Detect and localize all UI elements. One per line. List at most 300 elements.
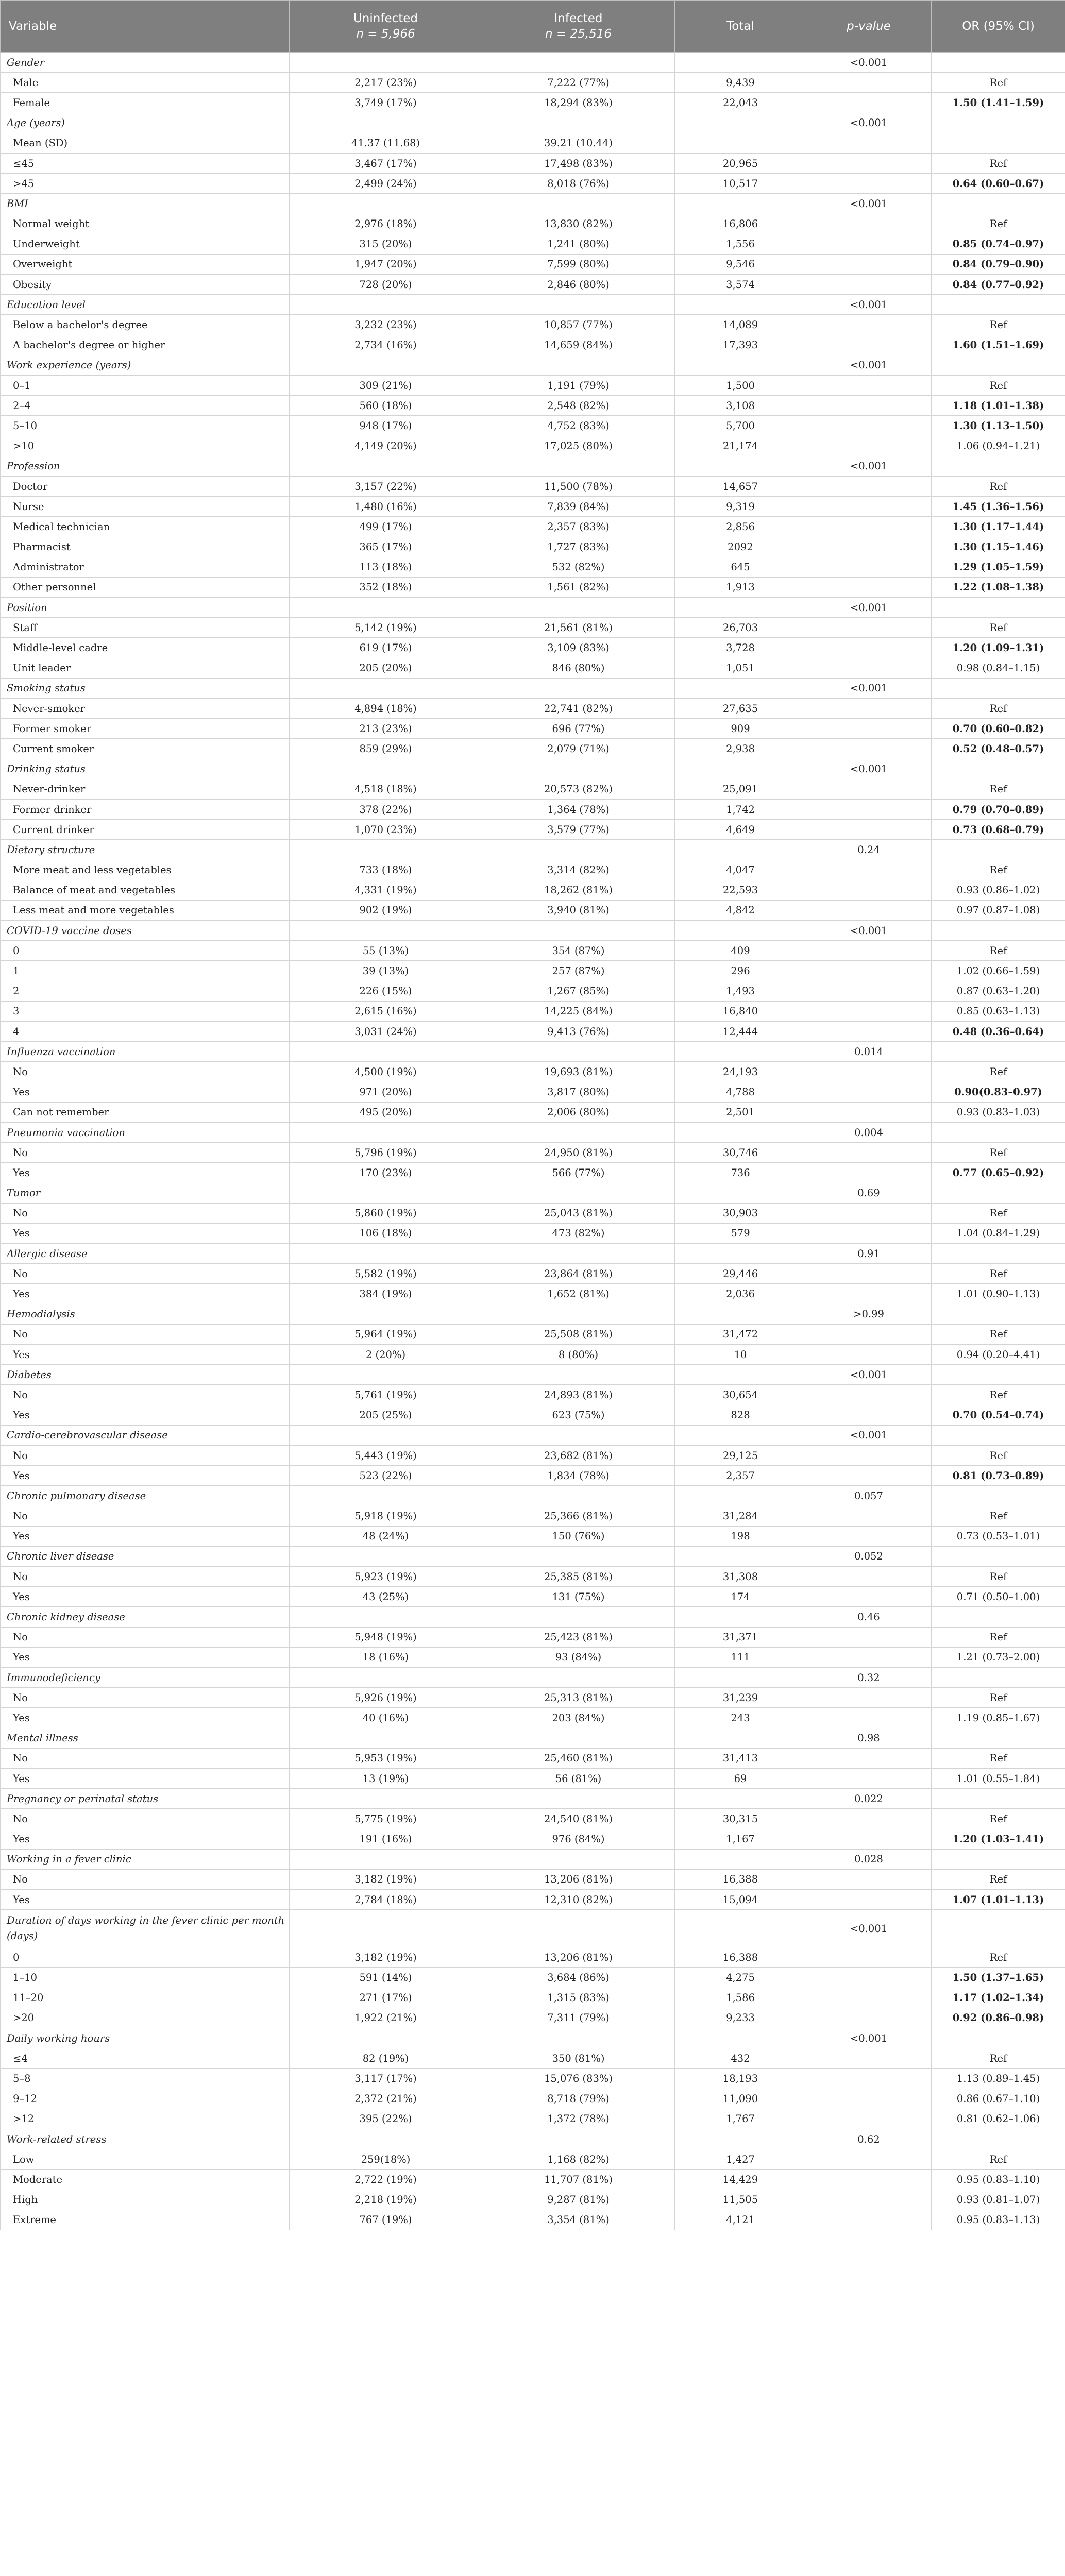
or-cell: Ref (932, 73, 1065, 93)
pvalue-cell (806, 1829, 932, 1849)
row-label: >20 (1, 2008, 290, 2028)
row-label: Former drinker (1, 799, 290, 819)
category-row (1, 1304, 1065, 1324)
uninfected-cell: 205 (20%) (290, 658, 482, 678)
row-label: No (1, 1324, 290, 1344)
total-cell: 30,315 (675, 1809, 806, 1829)
uninfected-cell (290, 1244, 482, 1264)
or-cell: 1.20 (1.03–1.41) (932, 1829, 1065, 1849)
or-cell: Ref (932, 699, 1065, 719)
header-total: Total (675, 1, 806, 53)
pvalue-cell (806, 557, 932, 577)
infected-cell: 3,940 (81%) (482, 900, 675, 920)
row-label: 2 (1, 981, 290, 1001)
infected-cell: 696 (77%) (482, 719, 675, 739)
pvalue-cell (806, 1163, 932, 1183)
total-cell: 645 (675, 557, 806, 577)
table-row (1, 961, 1065, 981)
total-cell: 30,903 (675, 1203, 806, 1223)
pvalue-cell (806, 1688, 932, 1708)
uninfected-cell: 5,761 (19%) (290, 1385, 482, 1405)
table-row (1, 1385, 1065, 1405)
total-cell (675, 2028, 806, 2048)
or-cell: Ref (932, 1203, 1065, 1223)
row-label: Chronic kidney disease (1, 1607, 290, 1627)
or-cell: Ref (932, 779, 1065, 799)
row-label: >10 (1, 436, 290, 456)
table-row (1, 1988, 1065, 2008)
uninfected-cell: 3,157 (22%) (290, 476, 482, 496)
total-cell: 9,233 (675, 2008, 806, 2028)
uninfected-cell: 971 (20%) (290, 1082, 482, 1102)
row-label: Yes (1, 1587, 290, 1607)
table-row (1, 1968, 1065, 1988)
pvalue-cell (806, 1627, 932, 1647)
table-row (1, 1647, 1065, 1667)
infected-cell (482, 1546, 675, 1566)
or-cell: 1.20 (1.09–1.31) (932, 638, 1065, 658)
table-row (1, 2170, 1065, 2190)
infected-cell: 350 (81%) (482, 2048, 675, 2069)
pvalue-cell: 0.46 (806, 1607, 932, 1627)
or-cell: 1.30 (1.15–1.46) (932, 537, 1065, 557)
row-label: Gender (1, 53, 290, 73)
total-cell: 25,091 (675, 779, 806, 799)
table-row (1, 860, 1065, 880)
uninfected-cell: 2 (20%) (290, 1345, 482, 1365)
or-cell: Ref (932, 941, 1065, 961)
uninfected-cell: 55 (13%) (290, 941, 482, 961)
pvalue-cell (806, 941, 932, 961)
or-cell: 0.85 (0.74–0.97) (932, 234, 1065, 254)
total-cell: 432 (675, 2048, 806, 2069)
table-row (1, 1627, 1065, 1647)
pvalue-cell: <0.001 (806, 53, 932, 73)
uninfected-cell: 499 (17%) (290, 517, 482, 537)
or-cell: 0.92 (0.86–0.98) (932, 2008, 1065, 2028)
pvalue-cell (806, 2109, 932, 2129)
row-label: More meat and less vegetables (1, 860, 290, 880)
or-cell: 0.52 (0.48–0.57) (932, 739, 1065, 759)
infected-cell: 150 (76%) (482, 1526, 675, 1546)
table-row (1, 820, 1065, 840)
row-label: Daily working hours (1, 2028, 290, 2048)
uninfected-cell: 3,117 (17%) (290, 2069, 482, 2089)
or-cell (932, 295, 1065, 315)
total-cell (675, 2129, 806, 2149)
uninfected-cell: 106 (18%) (290, 1223, 482, 1243)
pvalue-cell: 0.91 (806, 1244, 932, 1264)
pvalue-cell (806, 1466, 932, 1486)
uninfected-cell: 39 (13%) (290, 961, 482, 981)
infected-cell: 14,659 (84%) (482, 335, 675, 355)
or-cell: Ref (932, 860, 1065, 880)
row-label: Never-smoker (1, 699, 290, 719)
pvalue-cell: <0.001 (806, 1425, 932, 1445)
total-cell (675, 1789, 806, 1809)
uninfected-cell: 1,922 (21%) (290, 2008, 482, 2028)
or-cell (932, 1668, 1065, 1688)
infected-cell: 1,364 (78%) (482, 799, 675, 819)
or-cell: 0.87 (0.63–1.20) (932, 981, 1065, 1001)
pvalue-cell (806, 961, 932, 981)
infected-cell: 2,357 (83%) (482, 517, 675, 537)
row-label: 1 (1, 961, 290, 981)
row-label: Allergic disease (1, 1244, 290, 1264)
uninfected-cell: 226 (15%) (290, 981, 482, 1001)
table-row (1, 1768, 1065, 1788)
table-row (1, 416, 1065, 436)
uninfected-cell: 733 (18%) (290, 860, 482, 880)
or-cell (932, 678, 1065, 698)
or-cell (932, 1789, 1065, 1809)
table-row (1, 376, 1065, 396)
or-cell: Ref (932, 1143, 1065, 1163)
total-cell: 9,439 (675, 73, 806, 93)
pvalue-cell: <0.001 (806, 1365, 932, 1385)
total-cell (675, 53, 806, 73)
category-row (1, 355, 1065, 375)
row-label: Chronic liver disease (1, 1546, 290, 1566)
infected-cell: 2,846 (80%) (482, 275, 675, 295)
pvalue-cell (806, 1223, 932, 1243)
table-row (1, 335, 1065, 355)
uninfected-cell: 170 (23%) (290, 1163, 482, 1183)
infected-cell: 24,540 (81%) (482, 1809, 675, 1829)
or-cell: 1.30 (1.17–1.44) (932, 517, 1065, 537)
row-label: Can not remember (1, 1102, 290, 1122)
uninfected-cell: 560 (18%) (290, 396, 482, 416)
total-cell: 409 (675, 941, 806, 961)
infected-cell: 566 (77%) (482, 1163, 675, 1183)
infected-cell: 13,206 (81%) (482, 1947, 675, 1968)
row-label: Unit leader (1, 658, 290, 678)
or-cell: 0.93 (0.81–1.07) (932, 2190, 1065, 2210)
or-cell: 0.77 (0.65–0.92) (932, 1163, 1065, 1183)
infected-cell: 25,385 (81%) (482, 1567, 675, 1587)
or-cell (932, 1365, 1065, 1385)
uninfected-cell: 309 (21%) (290, 376, 482, 396)
uninfected-cell (290, 1183, 482, 1203)
pvalue-cell (806, 497, 932, 517)
uninfected-cell: 18 (16%) (290, 1647, 482, 1667)
infected-cell: 846 (80%) (482, 658, 675, 678)
infected-cell: 17,025 (80%) (482, 436, 675, 456)
or-cell (932, 456, 1065, 476)
uninfected-cell: 902 (19%) (290, 900, 482, 920)
or-cell: 1.06 (0.94–1.21) (932, 436, 1065, 456)
pvalue-cell: <0.001 (806, 355, 932, 375)
uninfected-cell: 40 (16%) (290, 1708, 482, 1728)
table-row (1, 658, 1065, 678)
total-cell (675, 194, 806, 214)
row-label: 1–10 (1, 1968, 290, 1988)
row-label: Yes (1, 1082, 290, 1102)
pvalue-cell (806, 739, 932, 759)
pvalue-cell (806, 658, 932, 678)
table-row (1, 1203, 1065, 1223)
or-cell: 1.19 (0.85–1.67) (932, 1708, 1065, 1728)
table-row (1, 1143, 1065, 1163)
pvalue-cell (806, 1001, 932, 1021)
uninfected-cell: 3,749 (17%) (290, 93, 482, 113)
table-body (1, 53, 1065, 2230)
table-row (1, 2008, 1065, 2028)
pvalue-cell: 0.014 (806, 1042, 932, 1062)
row-label: No (1, 1445, 290, 1465)
row-label: Female (1, 93, 290, 113)
total-cell (675, 113, 806, 133)
uninfected-cell: 13 (19%) (290, 1768, 482, 1788)
uninfected-cell: 384 (19%) (290, 1284, 482, 1304)
uninfected-cell (290, 1546, 482, 1566)
uninfected-cell: 5,953 (19%) (290, 1748, 482, 1768)
table-row (1, 1947, 1065, 1968)
total-cell: 16,388 (675, 1869, 806, 1889)
pvalue-cell: 0.62 (806, 2129, 932, 2149)
uninfected-cell: 619 (17%) (290, 638, 482, 658)
pvalue-cell (806, 1587, 932, 1607)
infected-cell: 1,727 (83%) (482, 537, 675, 557)
table-row (1, 799, 1065, 819)
infected-cell (482, 1244, 675, 1264)
infected-cell: 25,460 (81%) (482, 1748, 675, 1768)
infected-cell (482, 1789, 675, 1809)
or-cell: 0.73 (0.53–1.01) (932, 1526, 1065, 1546)
table-row (1, 618, 1065, 638)
row-label: 0–1 (1, 376, 290, 396)
or-cell: 0.94 (0.20–4.41) (932, 1345, 1065, 1365)
table-row (1, 1809, 1065, 1829)
category-row (1, 1425, 1065, 1445)
uninfected-cell (290, 355, 482, 375)
pvalue-cell (806, 153, 932, 173)
row-label: Chronic pulmonary disease (1, 1486, 290, 1506)
uninfected-cell: 5,926 (19%) (290, 1688, 482, 1708)
total-cell: 31,308 (675, 1567, 806, 1587)
pvalue-cell (806, 1506, 932, 1526)
total-cell: 31,239 (675, 1688, 806, 1708)
row-label: 11–20 (1, 1988, 290, 2008)
or-cell: Ref (932, 618, 1065, 638)
uninfected-cell: 213 (23%) (290, 719, 482, 739)
table-row (1, 900, 1065, 920)
infected-cell: 13,830 (82%) (482, 214, 675, 234)
total-cell: 10,517 (675, 174, 806, 194)
header-pvalue: p-value (806, 1, 932, 53)
infected-cell (482, 53, 675, 73)
total-cell: 30,746 (675, 1143, 806, 1163)
total-cell: 18,193 (675, 2069, 806, 2089)
pvalue-cell: <0.001 (806, 759, 932, 779)
or-cell (932, 840, 1065, 860)
infected-cell: 1,652 (81%) (482, 1284, 675, 1304)
row-label: No (1, 1385, 290, 1405)
pvalue-cell: <0.001 (806, 598, 932, 618)
total-cell: 2,856 (675, 517, 806, 537)
or-cell: Ref (932, 1869, 1065, 1889)
table-row (1, 1869, 1065, 1889)
row-label: Overweight (1, 254, 290, 274)
row-label: Yes (1, 1163, 290, 1183)
infected-cell: 3,314 (82%) (482, 860, 675, 880)
row-label: Duration of days working in the fever clinic per month (days) (1, 1910, 290, 1947)
pvalue-cell (806, 416, 932, 436)
or-cell: 1.02 (0.66–1.59) (932, 961, 1065, 981)
uninfected-cell: 5,443 (19%) (290, 1445, 482, 1465)
uninfected-cell: 48 (24%) (290, 1526, 482, 1546)
pvalue-cell (806, 1526, 932, 1546)
table-row (1, 941, 1065, 961)
total-cell: 4,842 (675, 900, 806, 920)
infected-cell: 3,354 (81%) (482, 2210, 675, 2230)
row-label: Normal weight (1, 214, 290, 234)
total-cell: 243 (675, 1708, 806, 1728)
table-row (1, 1062, 1065, 1082)
pvalue-cell (806, 214, 932, 234)
pvalue-cell (806, 275, 932, 295)
total-cell: 174 (675, 1587, 806, 1607)
table-row (1, 981, 1065, 1001)
infected-cell: 131 (75%) (482, 1587, 675, 1607)
or-cell: 0.93 (0.86–1.02) (932, 880, 1065, 900)
or-cell: 0.64 (0.60–0.67) (932, 174, 1065, 194)
total-cell (675, 598, 806, 618)
infected-cell: 9,413 (76%) (482, 1022, 675, 1042)
uninfected-cell (290, 1668, 482, 1688)
row-label: 0 (1, 1947, 290, 1968)
row-label: Mean (SD) (1, 133, 290, 153)
or-cell: 1.60 (1.51–1.69) (932, 335, 1065, 355)
pvalue-cell (806, 2190, 932, 2210)
total-cell (675, 1042, 806, 1062)
total-cell: 29,446 (675, 1264, 806, 1284)
or-cell: Ref (932, 1385, 1065, 1405)
pvalue-cell (806, 517, 932, 537)
row-label: Smoking status (1, 678, 290, 698)
or-cell: Ref (932, 1567, 1065, 1587)
total-cell: 9,546 (675, 254, 806, 274)
category-row (1, 1183, 1065, 1203)
table-row (1, 1345, 1065, 1365)
uninfected-cell (290, 1304, 482, 1324)
or-cell: Ref (932, 1264, 1065, 1284)
total-cell: 26,703 (675, 618, 806, 638)
infected-cell: 11,707 (81%) (482, 2170, 675, 2190)
pvalue-cell: <0.001 (806, 678, 932, 698)
pvalue-cell (806, 1968, 932, 1988)
or-cell (932, 1910, 1065, 1947)
infected-cell: 23,682 (81%) (482, 1445, 675, 1465)
row-label: Mental illness (1, 1728, 290, 1748)
total-cell: 9,319 (675, 497, 806, 517)
or-cell: 0.71 (0.50–1.00) (932, 1587, 1065, 1607)
uninfected-cell: 3,031 (24%) (290, 1022, 482, 1042)
category-row (1, 840, 1065, 860)
total-cell: 1,767 (675, 2109, 806, 2129)
uninfected-cell: 523 (22%) (290, 1466, 482, 1486)
uninfected-cell: 5,860 (19%) (290, 1203, 482, 1223)
category-row (1, 1546, 1065, 1566)
total-cell (675, 1728, 806, 1748)
uninfected-cell: 4,894 (18%) (290, 699, 482, 719)
infected-cell: 3,684 (86%) (482, 1968, 675, 1988)
or-cell (932, 598, 1065, 618)
total-cell: 31,284 (675, 1506, 806, 1526)
category-row (1, 921, 1065, 941)
uninfected-cell: 395 (22%) (290, 2109, 482, 2129)
row-label: Doctor (1, 476, 290, 496)
total-cell (675, 133, 806, 153)
uninfected-cell: 205 (25%) (290, 1405, 482, 1425)
infected-cell (482, 2028, 675, 2048)
pvalue-cell (806, 1324, 932, 1344)
total-cell: 1,556 (675, 234, 806, 254)
pvalue-cell (806, 1947, 932, 1968)
row-label: No (1, 1143, 290, 1163)
total-cell: 3,728 (675, 638, 806, 658)
total-cell: 2,501 (675, 1102, 806, 1122)
or-cell: 1.17 (1.02–1.34) (932, 1988, 1065, 2008)
pvalue-cell (806, 638, 932, 658)
total-cell: 14,657 (675, 476, 806, 496)
row-label: 4 (1, 1022, 290, 1042)
infected-cell: 10,857 (77%) (482, 315, 675, 335)
total-cell (675, 678, 806, 698)
infected-cell (482, 1910, 675, 1947)
pvalue-cell (806, 476, 932, 496)
row-label: Work-related stress (1, 2129, 290, 2149)
uninfected-cell: 591 (14%) (290, 1968, 482, 1988)
pvalue-cell: 0.052 (806, 1546, 932, 1566)
total-cell: 22,593 (675, 880, 806, 900)
infected-cell (482, 678, 675, 698)
total-cell: 2,036 (675, 1284, 806, 1304)
uninfected-cell (290, 1425, 482, 1445)
or-cell: 0.84 (0.79–0.90) (932, 254, 1065, 274)
pvalue-cell (806, 1345, 932, 1365)
or-cell (932, 921, 1065, 941)
row-label: 0 (1, 941, 290, 961)
or-cell: 1.45 (1.36–1.56) (932, 497, 1065, 517)
category-row (1, 1365, 1065, 1385)
total-cell (675, 355, 806, 375)
row-label: Cardio-cerebrovascular disease (1, 1425, 290, 1445)
total-cell: 69 (675, 1768, 806, 1788)
row-label: Former smoker (1, 719, 290, 739)
table-row (1, 638, 1065, 658)
infected-cell (482, 1849, 675, 1869)
uninfected-cell (290, 1849, 482, 1869)
uninfected-cell: 2,734 (16%) (290, 335, 482, 355)
table-row (1, 2109, 1065, 2129)
category-row (1, 1607, 1065, 1627)
row-label: Less meat and more vegetables (1, 900, 290, 920)
infected-cell: 1,372 (78%) (482, 2109, 675, 2129)
or-cell: 0.84 (0.77–0.92) (932, 275, 1065, 295)
table-row (1, 1567, 1065, 1587)
total-cell (675, 1607, 806, 1627)
uninfected-cell: 2,217 (23%) (290, 73, 482, 93)
total-cell (675, 840, 806, 860)
uninfected-cell (290, 1042, 482, 1062)
pvalue-cell (806, 93, 932, 113)
or-cell: 1.30 (1.13–1.50) (932, 416, 1065, 436)
infected-cell: 7,599 (80%) (482, 254, 675, 274)
infected-cell: 1,267 (85%) (482, 981, 675, 1001)
pvalue-cell (806, 719, 932, 739)
row-label: Obesity (1, 275, 290, 295)
